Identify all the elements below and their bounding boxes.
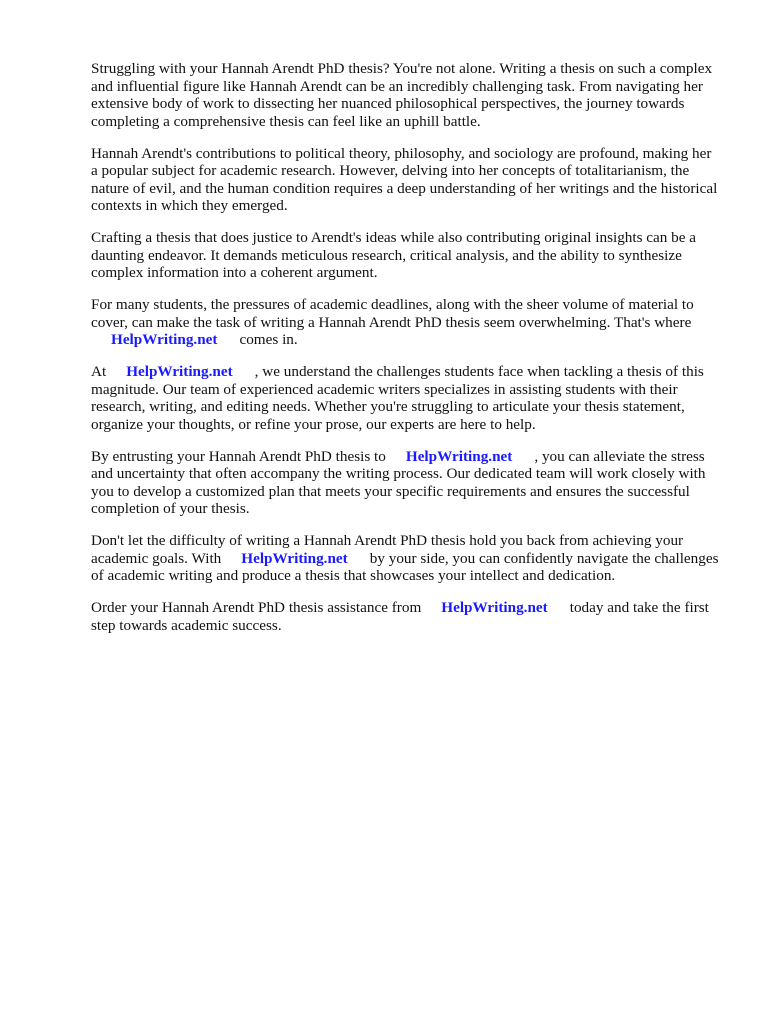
helpwriting-link-4[interactable]: HelpWriting.net — [241, 549, 348, 567]
paragraph-pressures — [91, 296, 721, 349]
helpwriting-link-2[interactable]: HelpWriting.net — [126, 363, 233, 380]
paragraph-crafting — [91, 229, 721, 282]
document-page — [91, 60, 721, 649]
paragraph-difficulty-text-before: Don't let the difficulty of writing a Hannah Arendt PhD thesis hold you back from achieving your academic goals. With — [91, 532, 684, 567]
paragraph-at-text-after: , we understand the challenges students face when tackling a thesis of this magnitude. Our team of experienced academic writers specializes in assisting students with their research, writing, and editing needs. Whether you're struggling to articulate your thesis statement, organize your thoughts, or refine your prose, our experts are here to help. — [91, 363, 704, 433]
paragraph-order — [91, 599, 721, 634]
paragraph-at-text-before: At — [91, 363, 107, 380]
paragraph-entrusting — [91, 448, 721, 518]
paragraph-crafting-text: Crafting a thesis that does justice to Arendt's ideas while also contributing original insights can be a daunting endeavor. It demands meticulous research, critical analysis, and the ability to synthesize complex information into a coherent argument. — [91, 229, 697, 281]
helpwriting-link-3[interactable]: HelpWriting.net — [405, 447, 513, 465]
paragraph-contributions-text: Hannah Arendt's contributions to political theory, philosophy, and sociology are profound, making her a popular subject for academic research. However, delving into her concepts of totalitarianism, the nature of evil, and the human condition requires a deep understanding of her writings and the historical contexts in which they emerged. — [91, 144, 718, 214]
paragraph-order-text-after: today and take the first step towards academic success. — [91, 599, 709, 634]
paragraph-pressures-text-after: comes in. — [239, 331, 298, 348]
paragraph-pressures-text-before: For many students, the pressures of academic deadlines, along with the sheer volume of material to cover, can make the task of writing a Hannah Arendt PhD thesis seem overwhelming. That's where — [91, 296, 694, 331]
helpwriting-link-5[interactable]: HelpWriting.net — [441, 599, 548, 616]
paragraph-entrusting-text-before: By entrusting your Hannah Arendt PhD thesis to — [91, 447, 386, 465]
paragraph-intro — [91, 60, 721, 130]
paragraph-difficulty-text-after: by your side, you can confidently navigate the challenges of academic writing and produce a thesis that showcases your intellect and dedication. — [91, 549, 719, 584]
paragraph-intro-text: Struggling with your Hannah Arendt PhD thesis? You're not alone. Writing a thesis on such a complex and influential figure like Hannah Arendt can be an incredibly challenging task. From navigating her extensive body of work to dissecting her nuanced philosophical perspectives, the journey towards completing a comprehensive thesis can feel like an uphill battle. — [91, 60, 713, 130]
paragraph-contributions — [91, 145, 721, 215]
paragraph-order-text-before: Order your Hannah Arendt PhD thesis assistance from — [91, 599, 422, 616]
paragraph-at-helpwriting — [91, 363, 721, 433]
paragraph-entrusting-text-after: , you can alleviate the stress and uncertainty that often accompany the writing process. Our dedicated team will work closely with you to develop a customized plan that meets your specific requirements and ensures the successful completion of your thesis. — [91, 447, 706, 517]
paragraph-difficulty — [91, 532, 721, 585]
helpwriting-link-1[interactable]: HelpWriting.net — [111, 331, 218, 348]
